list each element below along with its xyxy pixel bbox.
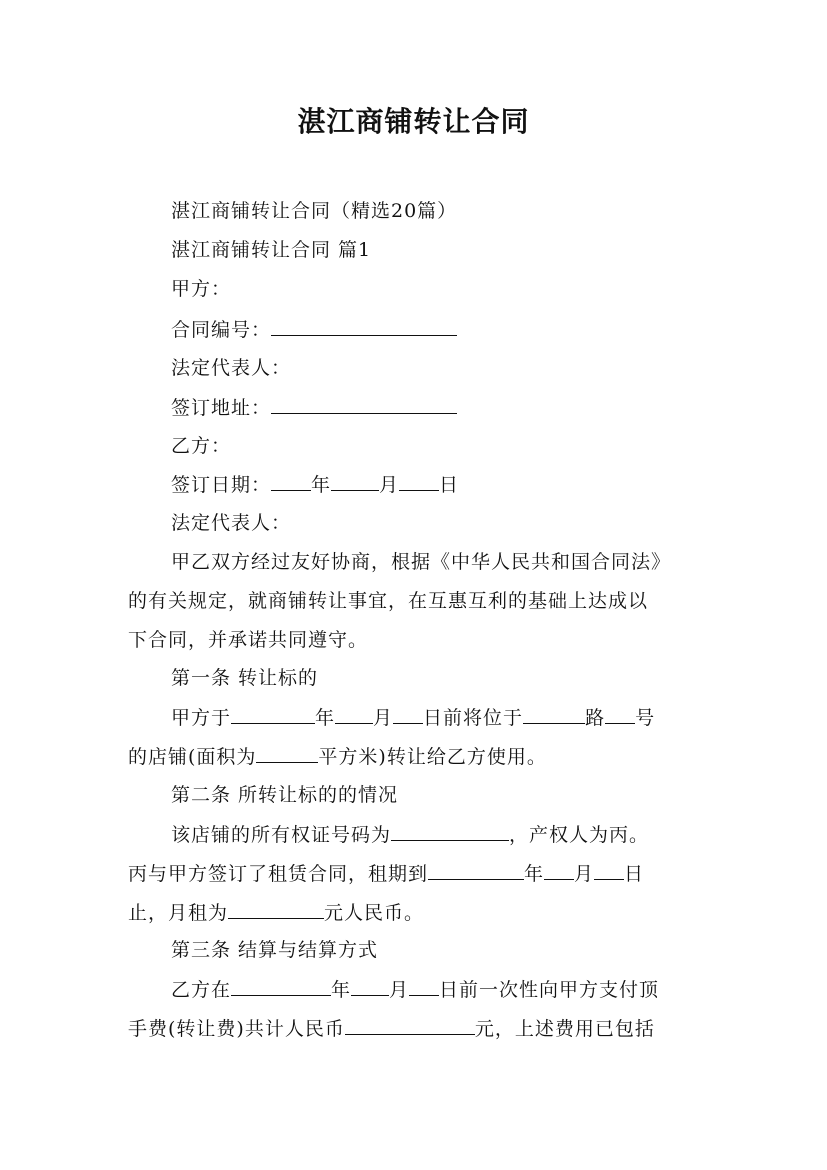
sign-place-label: 签订地址： bbox=[171, 397, 272, 419]
art2-cert-blank bbox=[391, 822, 509, 841]
article-1-line-1 bbox=[171, 705, 655, 730]
art2-year-blank bbox=[428, 861, 524, 880]
article-2-line-1 bbox=[171, 822, 649, 847]
document-title: 湛江商铺转让合同 bbox=[297, 105, 530, 138]
year-blank bbox=[271, 472, 311, 491]
art3-year: 年 bbox=[331, 979, 352, 1001]
art2-lease-text: 丙与甲方签订了租赁合同，租期到 bbox=[128, 863, 429, 885]
art2-rent-text-a: 止，月租为 bbox=[128, 902, 229, 924]
art2-day: 日 bbox=[624, 863, 645, 885]
art3-day-blank bbox=[409, 977, 439, 996]
art1-no: 号 bbox=[635, 707, 656, 729]
art1-area-text-b: 平方米)转让给乙方使用。 bbox=[318, 746, 547, 768]
art1-area-text-a: 的店铺(面积为 bbox=[128, 746, 257, 768]
month-blank bbox=[331, 472, 379, 491]
art3-year-blank bbox=[231, 977, 331, 996]
day-blank bbox=[399, 472, 439, 491]
art2-month-blank bbox=[544, 861, 574, 880]
article-1-line-2 bbox=[128, 744, 547, 769]
art1-month-blank bbox=[335, 705, 373, 724]
contract-no-line bbox=[171, 317, 457, 342]
art3-month: 月 bbox=[389, 979, 410, 1001]
intro-line-2: 的有关规定，就商铺转让事宜，在互惠互利的基础上达成以 bbox=[128, 590, 649, 612]
art1-month: 月 bbox=[373, 707, 394, 729]
subtitle: 湛江商铺转让合同（精选20篇） bbox=[171, 200, 458, 222]
art3-fee-text-b: 元，上述费用已包括 bbox=[474, 1018, 655, 1040]
art2-rent-text-b: 元人民币。 bbox=[324, 902, 425, 924]
article-2-line-3 bbox=[128, 900, 424, 925]
art3-fee-blank bbox=[345, 1016, 475, 1035]
art2-text-a: 该店铺的所有权证号码为 bbox=[171, 824, 392, 846]
sign-date-line bbox=[171, 472, 459, 497]
article-3-line-2 bbox=[128, 1016, 655, 1041]
art1-no-blank bbox=[605, 705, 635, 724]
art1-road: 路 bbox=[585, 707, 606, 729]
sign-place-blank bbox=[271, 395, 457, 414]
day-text: 日 bbox=[439, 474, 460, 496]
art3-text-a: 乙方在 bbox=[171, 979, 232, 1001]
intro-line-3: 下合同，并承诺共同遵守。 bbox=[128, 629, 369, 651]
party-b-label: 乙方： bbox=[171, 435, 232, 457]
intro-line-1: 甲乙双方经过友好协商，根据《中华人民共和国合同法》 bbox=[171, 551, 672, 573]
art2-year: 年 bbox=[524, 863, 545, 885]
year-text: 年 bbox=[311, 474, 332, 496]
art1-road-blank bbox=[523, 705, 585, 724]
sign-date-label: 签订日期： bbox=[171, 474, 272, 496]
contract-no-blank bbox=[271, 317, 457, 336]
contract-no-label: 合同编号： bbox=[171, 319, 272, 341]
art1-day-blank bbox=[393, 705, 423, 724]
article-1-heading: 第一条 转让标的 bbox=[171, 667, 319, 689]
art2-month: 月 bbox=[574, 863, 595, 885]
sign-place-line bbox=[171, 395, 457, 420]
article-2-line-2 bbox=[128, 861, 644, 886]
art1-year-blank bbox=[231, 705, 315, 724]
art3-month-blank bbox=[351, 977, 389, 996]
party-a-label: 甲方： bbox=[171, 278, 232, 300]
art1-text-a: 甲方于 bbox=[171, 707, 232, 729]
art2-text-b: ，产权人为丙。 bbox=[509, 824, 650, 846]
art1-text-b: 日前将位于 bbox=[423, 707, 524, 729]
section-heading: 湛江商铺转让合同 篇1 bbox=[171, 239, 372, 261]
legal-rep-label-2: 法定代表人： bbox=[171, 512, 292, 534]
article-3-heading: 第三条 结算与结算方式 bbox=[171, 939, 379, 961]
article-3-line-1 bbox=[171, 977, 659, 1002]
art1-area-blank bbox=[256, 744, 318, 763]
art3-fee-text-a: 手费(转让费)共计人民币 bbox=[128, 1018, 345, 1040]
art3-text-b: 日前一次性向甲方支付顶 bbox=[439, 979, 660, 1001]
legal-rep-label-1: 法定代表人： bbox=[171, 357, 292, 379]
art1-year: 年 bbox=[315, 707, 336, 729]
month-text: 月 bbox=[379, 474, 400, 496]
article-2-heading: 第二条 所转让标的的情况 bbox=[171, 784, 399, 806]
art2-rent-blank bbox=[228, 900, 324, 919]
art2-day-blank bbox=[594, 861, 624, 880]
